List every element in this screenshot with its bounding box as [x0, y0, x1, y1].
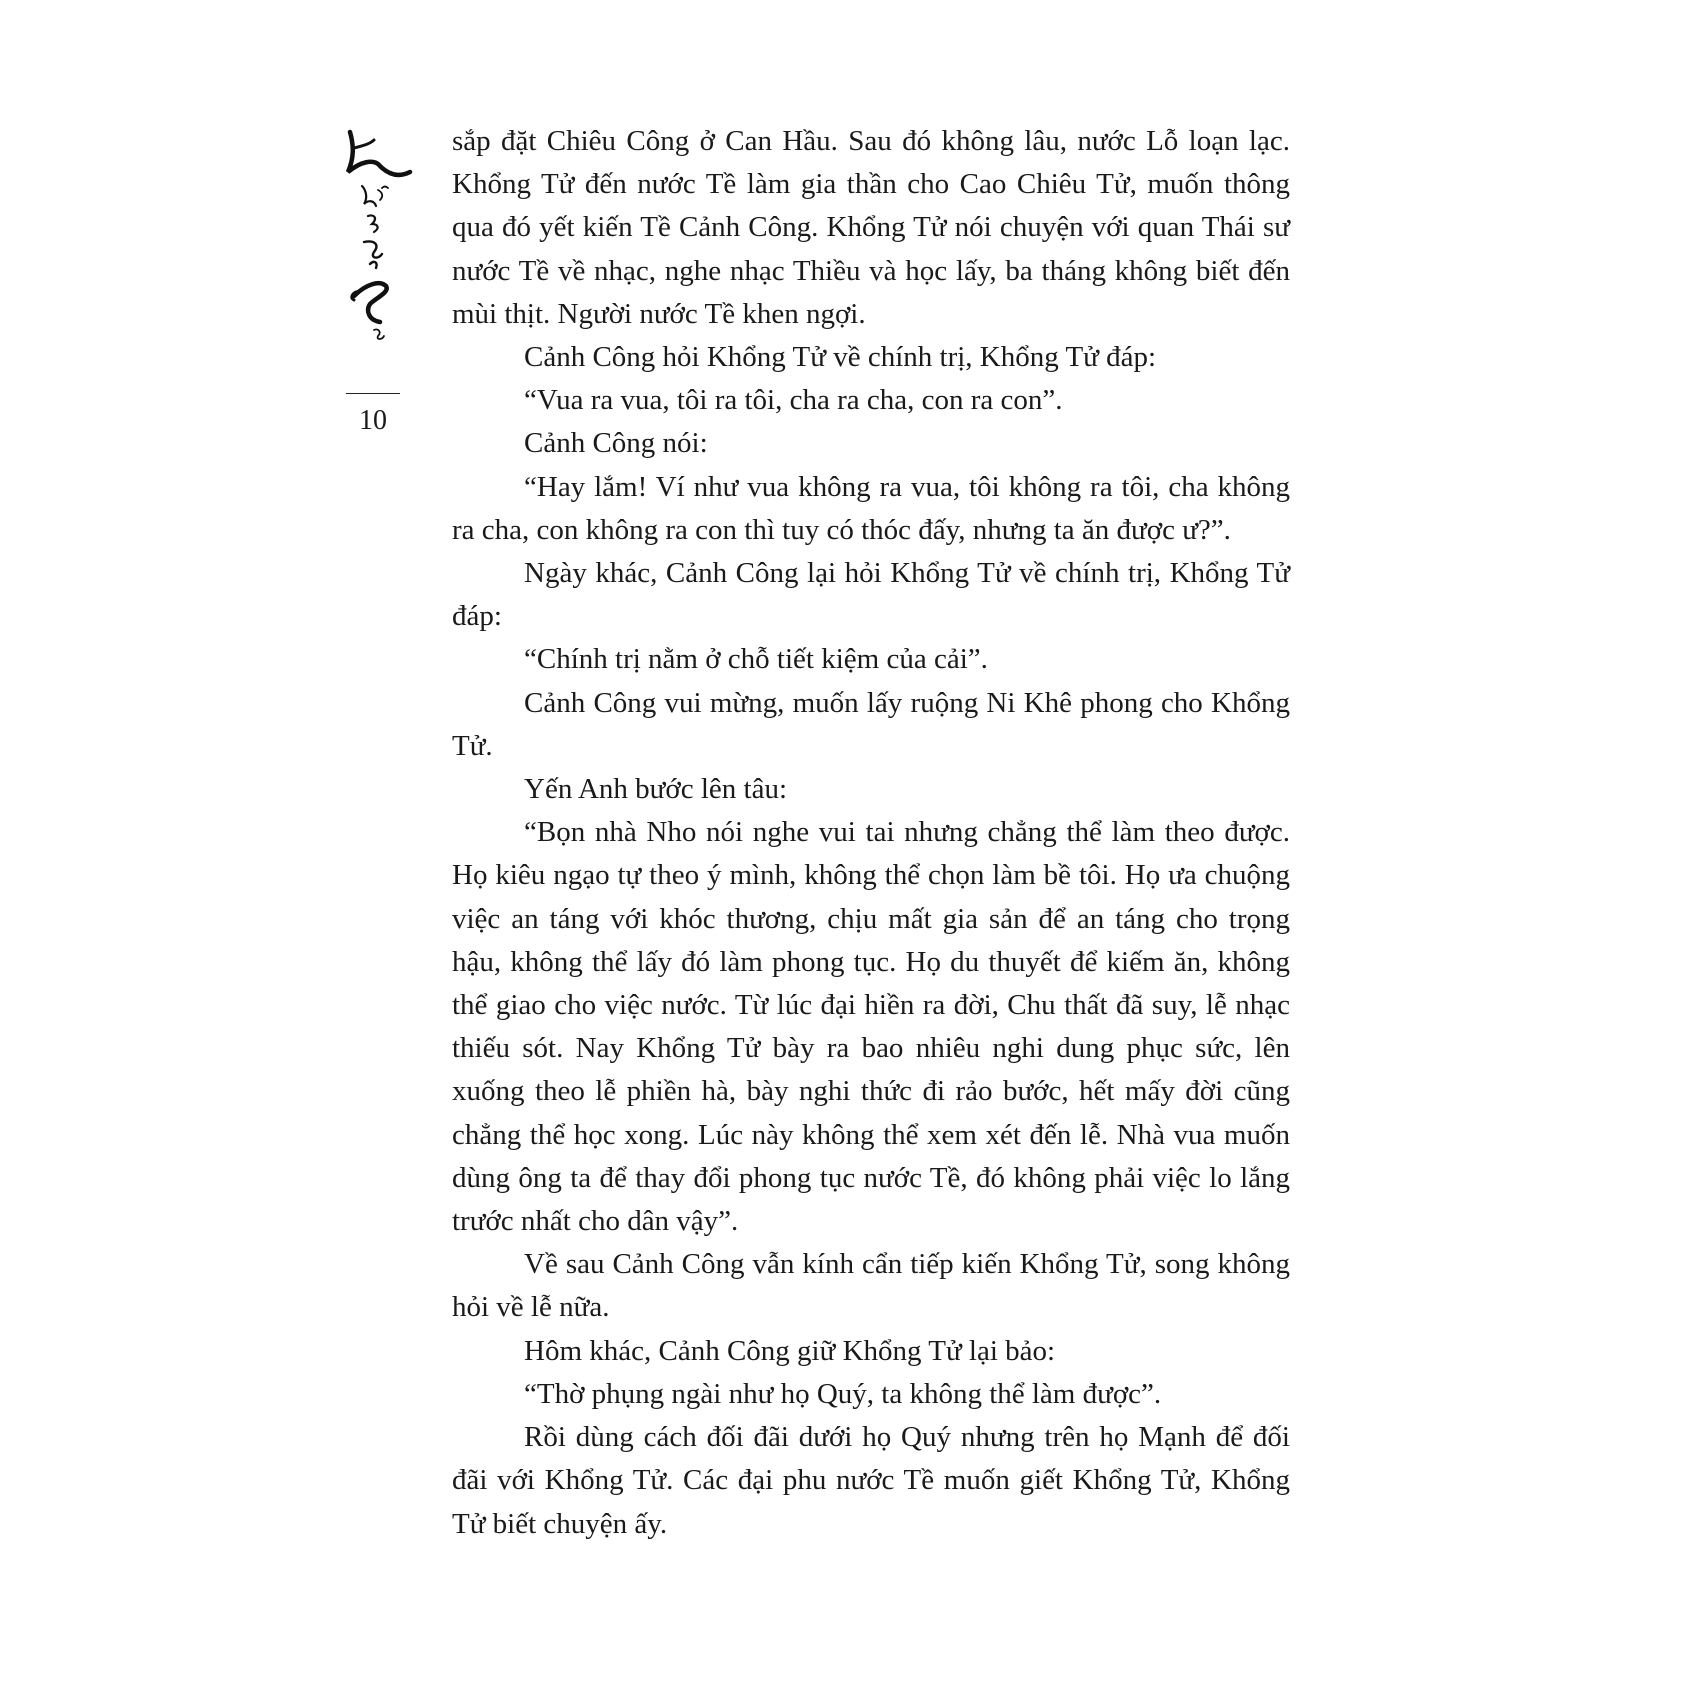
calligraphy-title-icon: [340, 128, 418, 380]
paragraph: Về sau Cảnh Công vẫn kính cẩn tiếp kiến Khổng Tử, song không hỏi về lễ nữa.: [452, 1248, 1290, 1324]
paragraph: sắp đặt Chiêu Công ở Can Hầu. Sau đó không lâu, nước Lỗ loạn lạc. Khổng Tử đến nước Tề làm gia thần cho Cao Chiêu Tử, muốn thông qua đó yết kiến Tề Cảnh Công. Khổng Tử nói chuyện với quan Thái sư nước Tề về nhạc, nghe nhạc Thiều và học lấy, ba tháng không biết đến mùi thịt. Người nước Tề khen ngợi.: [452, 125, 1290, 330]
paragraph: Cảnh Công nói:: [524, 427, 708, 460]
paragraph: Hôm khác, Cảnh Công giữ Khổng Tử lại bảo:: [524, 1334, 1056, 1367]
body-text: [452, 120, 1290, 1546]
paragraph: “Vua ra vua, tôi ra tôi, cha ra cha, con ra con”.: [524, 384, 1063, 417]
paragraph: Rồi dùng cách đối đãi dưới họ Quý nhưng trên họ Mạnh để đối đãi với Khổng Tử. Các đại phu nước Tề muốn giết Khổng Tử, Khổng Tử biết chuyện ấy.: [452, 1421, 1290, 1540]
page-number: 10: [359, 405, 387, 436]
paragraph: Cảnh Công vui mừng, muốn lấy ruộng Ni Khê phong cho Khổng Tử.: [452, 686, 1290, 762]
paragraph: Ngày khác, Cảnh Công lại hỏi Khổng Tử về chính trị, Khổng Tử đáp:: [452, 557, 1290, 633]
paragraph: Yến Anh bước lên tâu:: [524, 773, 787, 806]
page-margin: [340, 128, 418, 436]
margin-divider: [346, 393, 400, 394]
paragraph: “Thờ phụng ngài như họ Quý, ta không thể làm được”.: [524, 1377, 1162, 1410]
paragraph: Cảnh Công hỏi Khổng Tử về chính trị, Khổng Tử đáp:: [524, 341, 1157, 374]
paragraph: “Chính trị nằm ở chỗ tiết kiệm của cải”.: [524, 643, 988, 676]
paragraph: “Hay lắm! Ví như vua không ra vua, tôi không ra tôi, cha không ra cha, con không ra con thì tuy có thóc đấy, nhưng ta ăn được ư?”.: [452, 470, 1290, 546]
paragraph: “Bọn nhà Nho nói nghe vui tai nhưng chẳng thể làm theo được. Họ kiêu ngạo tự theo ý mình, không thể chọn làm bề tôi. Họ ưa chuộng việc an táng với khóc thương, chịu mất gia sản để an táng cho trọng hậu, không thể lấy đó làm phong tục. Họ du thuyết để kiếm ăn, không thể giao cho việc nước. Từ lúc đại hiền ra đời, Chu thất đã suy, lễ nhạc thiếu sót. Nay Khổng Tử bày ra bao nhiêu nghi dung phục sức, lên xuống theo lễ phiền hà, bày nghi thức đi rảo bước, hết mấy đời cũng chẳng thể học xong. Lúc này không thể xem xét đến lễ. Nhà vua muốn dùng ông ta để thay đổi phong tục nước Tề, đó không phải việc lo lắng trước nhất cho dân vậy”.: [452, 816, 1290, 1238]
